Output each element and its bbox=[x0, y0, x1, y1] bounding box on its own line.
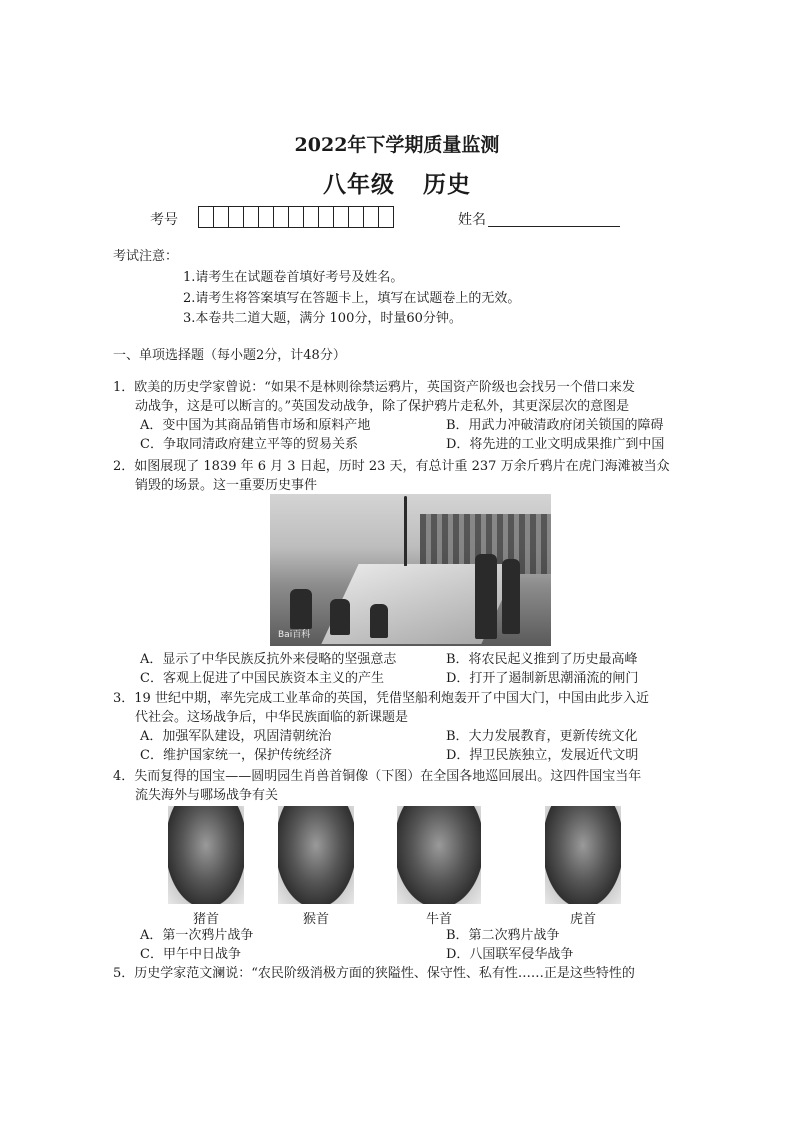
caption-tiger: 虎首 bbox=[569, 912, 596, 927]
grade-label: 八年级 bbox=[323, 171, 395, 198]
option-a: A．变中国为其商品销售市场和原料产地 bbox=[140, 418, 371, 433]
caption-pig: 猪首 bbox=[192, 912, 219, 927]
name-label: 姓名 bbox=[458, 212, 486, 228]
question-text: 2．如图展现了 1839 年 6 月 3 日起，历时 23 天，有总计重 237 万余斤鸦片在虎门海滩被当众 bbox=[113, 459, 670, 474]
option-c: C．维护国家统一，保护传统经济 bbox=[140, 748, 332, 763]
figure-shape bbox=[370, 604, 388, 638]
tiger-head-image bbox=[545, 806, 621, 904]
pig-head-image bbox=[168, 806, 244, 904]
name-field-line[interactable] bbox=[488, 226, 620, 227]
notice-item: 1.请考生在试题卷首填好考号及姓名。 bbox=[183, 270, 404, 285]
question-text: 4．失而复得的国宝——圆明园生肖兽首铜像（下图）在全国各地巡回展出。这四件国宝当年 bbox=[113, 769, 642, 784]
question-text: 1．欧美的历史学家曾说：“如果不是林则徐禁运鸦片，英国资产阶级也会找另一个借口来发 bbox=[113, 380, 635, 395]
figure-shape bbox=[502, 559, 520, 634]
option-b: B．大力发展教育，更新传统文化 bbox=[446, 729, 638, 744]
page-subtitle bbox=[0, 166, 794, 199]
question-text: 代社会。这场战争后，中华民族面临的新课题是 bbox=[135, 710, 409, 725]
option-d: D．打开了遏制新思潮涌流的闸门 bbox=[446, 671, 639, 686]
question-4 bbox=[113, 767, 683, 805]
option-b: B．将农民起义推到了历史最高峰 bbox=[446, 652, 638, 667]
subject-label: 历史 bbox=[423, 171, 471, 198]
option-d: D．捍卫民族独立，发展近代文明 bbox=[446, 748, 639, 763]
figure-shape bbox=[475, 554, 497, 639]
question-text: 销毁的场景。这一重要历史事件 bbox=[135, 478, 318, 493]
question-3 bbox=[113, 689, 683, 727]
figure-shape bbox=[330, 599, 350, 635]
option-c: C．甲午中日战争 bbox=[140, 947, 241, 962]
option-a: A．第一次鸦片战争 bbox=[140, 928, 254, 943]
watermark: Bai百科 bbox=[278, 630, 311, 640]
notice-item: 3.本卷共二道大题，满分 100分，时量60分钟。 bbox=[183, 311, 462, 326]
question-2 bbox=[113, 457, 683, 495]
option-c: C．客观上促进了中国民族资本主义的产生 bbox=[140, 671, 384, 686]
option-a: A．显示了中华民族反抗外来侵略的坚强意志 bbox=[140, 652, 397, 667]
option-a: A．加强军队建设，巩固清朝统治 bbox=[140, 729, 332, 744]
section-heading: 一、单项选择题（每小题2分，计48分） bbox=[113, 348, 346, 363]
exam-number-boxes[interactable] bbox=[198, 206, 394, 228]
notice-item: 2.请考生将答案填写在答题卡上，填写在试题卷上的无效。 bbox=[183, 291, 521, 306]
option-d: D．将先进的工业文明成果推广到中国 bbox=[446, 437, 665, 452]
question-5 bbox=[113, 964, 683, 983]
question-text: 动战争，这是可以断言的。”英国发动战争，除了保护鸦片走私外，其更深层次的意图是 bbox=[135, 399, 630, 414]
pole-shape bbox=[404, 496, 407, 566]
ox-head-image bbox=[397, 806, 481, 904]
question-text: 3．19 世纪中期，率先完成工业革命的英国，凭借坚船利炮轰开了中国大门，中国由此步入近 bbox=[113, 691, 649, 706]
figure-shape bbox=[290, 589, 312, 629]
monkey-head-image bbox=[278, 806, 354, 904]
question-text: 5．历史学家范文澜说：“农民阶级消极方面的狭隘性、保守性、私有性……正是这些特性的 bbox=[113, 966, 635, 981]
question-text: 流失海外与哪场战争有关 bbox=[135, 788, 279, 803]
exam-number-label: 考号 bbox=[150, 212, 178, 228]
option-d: D．八国联军侵华战争 bbox=[446, 947, 574, 962]
caption-ox: 牛首 bbox=[425, 912, 452, 927]
option-c: C．争取同清政府建立平等的贸易关系 bbox=[140, 437, 358, 452]
option-b: B．第二次鸦片战争 bbox=[446, 928, 560, 943]
opium-destruction-photo bbox=[270, 494, 551, 646]
question-1 bbox=[113, 378, 683, 416]
option-b: B．用武力冲破清政府闭关锁国的障碍 bbox=[446, 418, 664, 433]
caption-monkey: 猴首 bbox=[302, 912, 329, 927]
page-title: 2022年下学期质量监测 bbox=[294, 134, 500, 156]
notice-heading: 考试注意： bbox=[113, 249, 179, 264]
